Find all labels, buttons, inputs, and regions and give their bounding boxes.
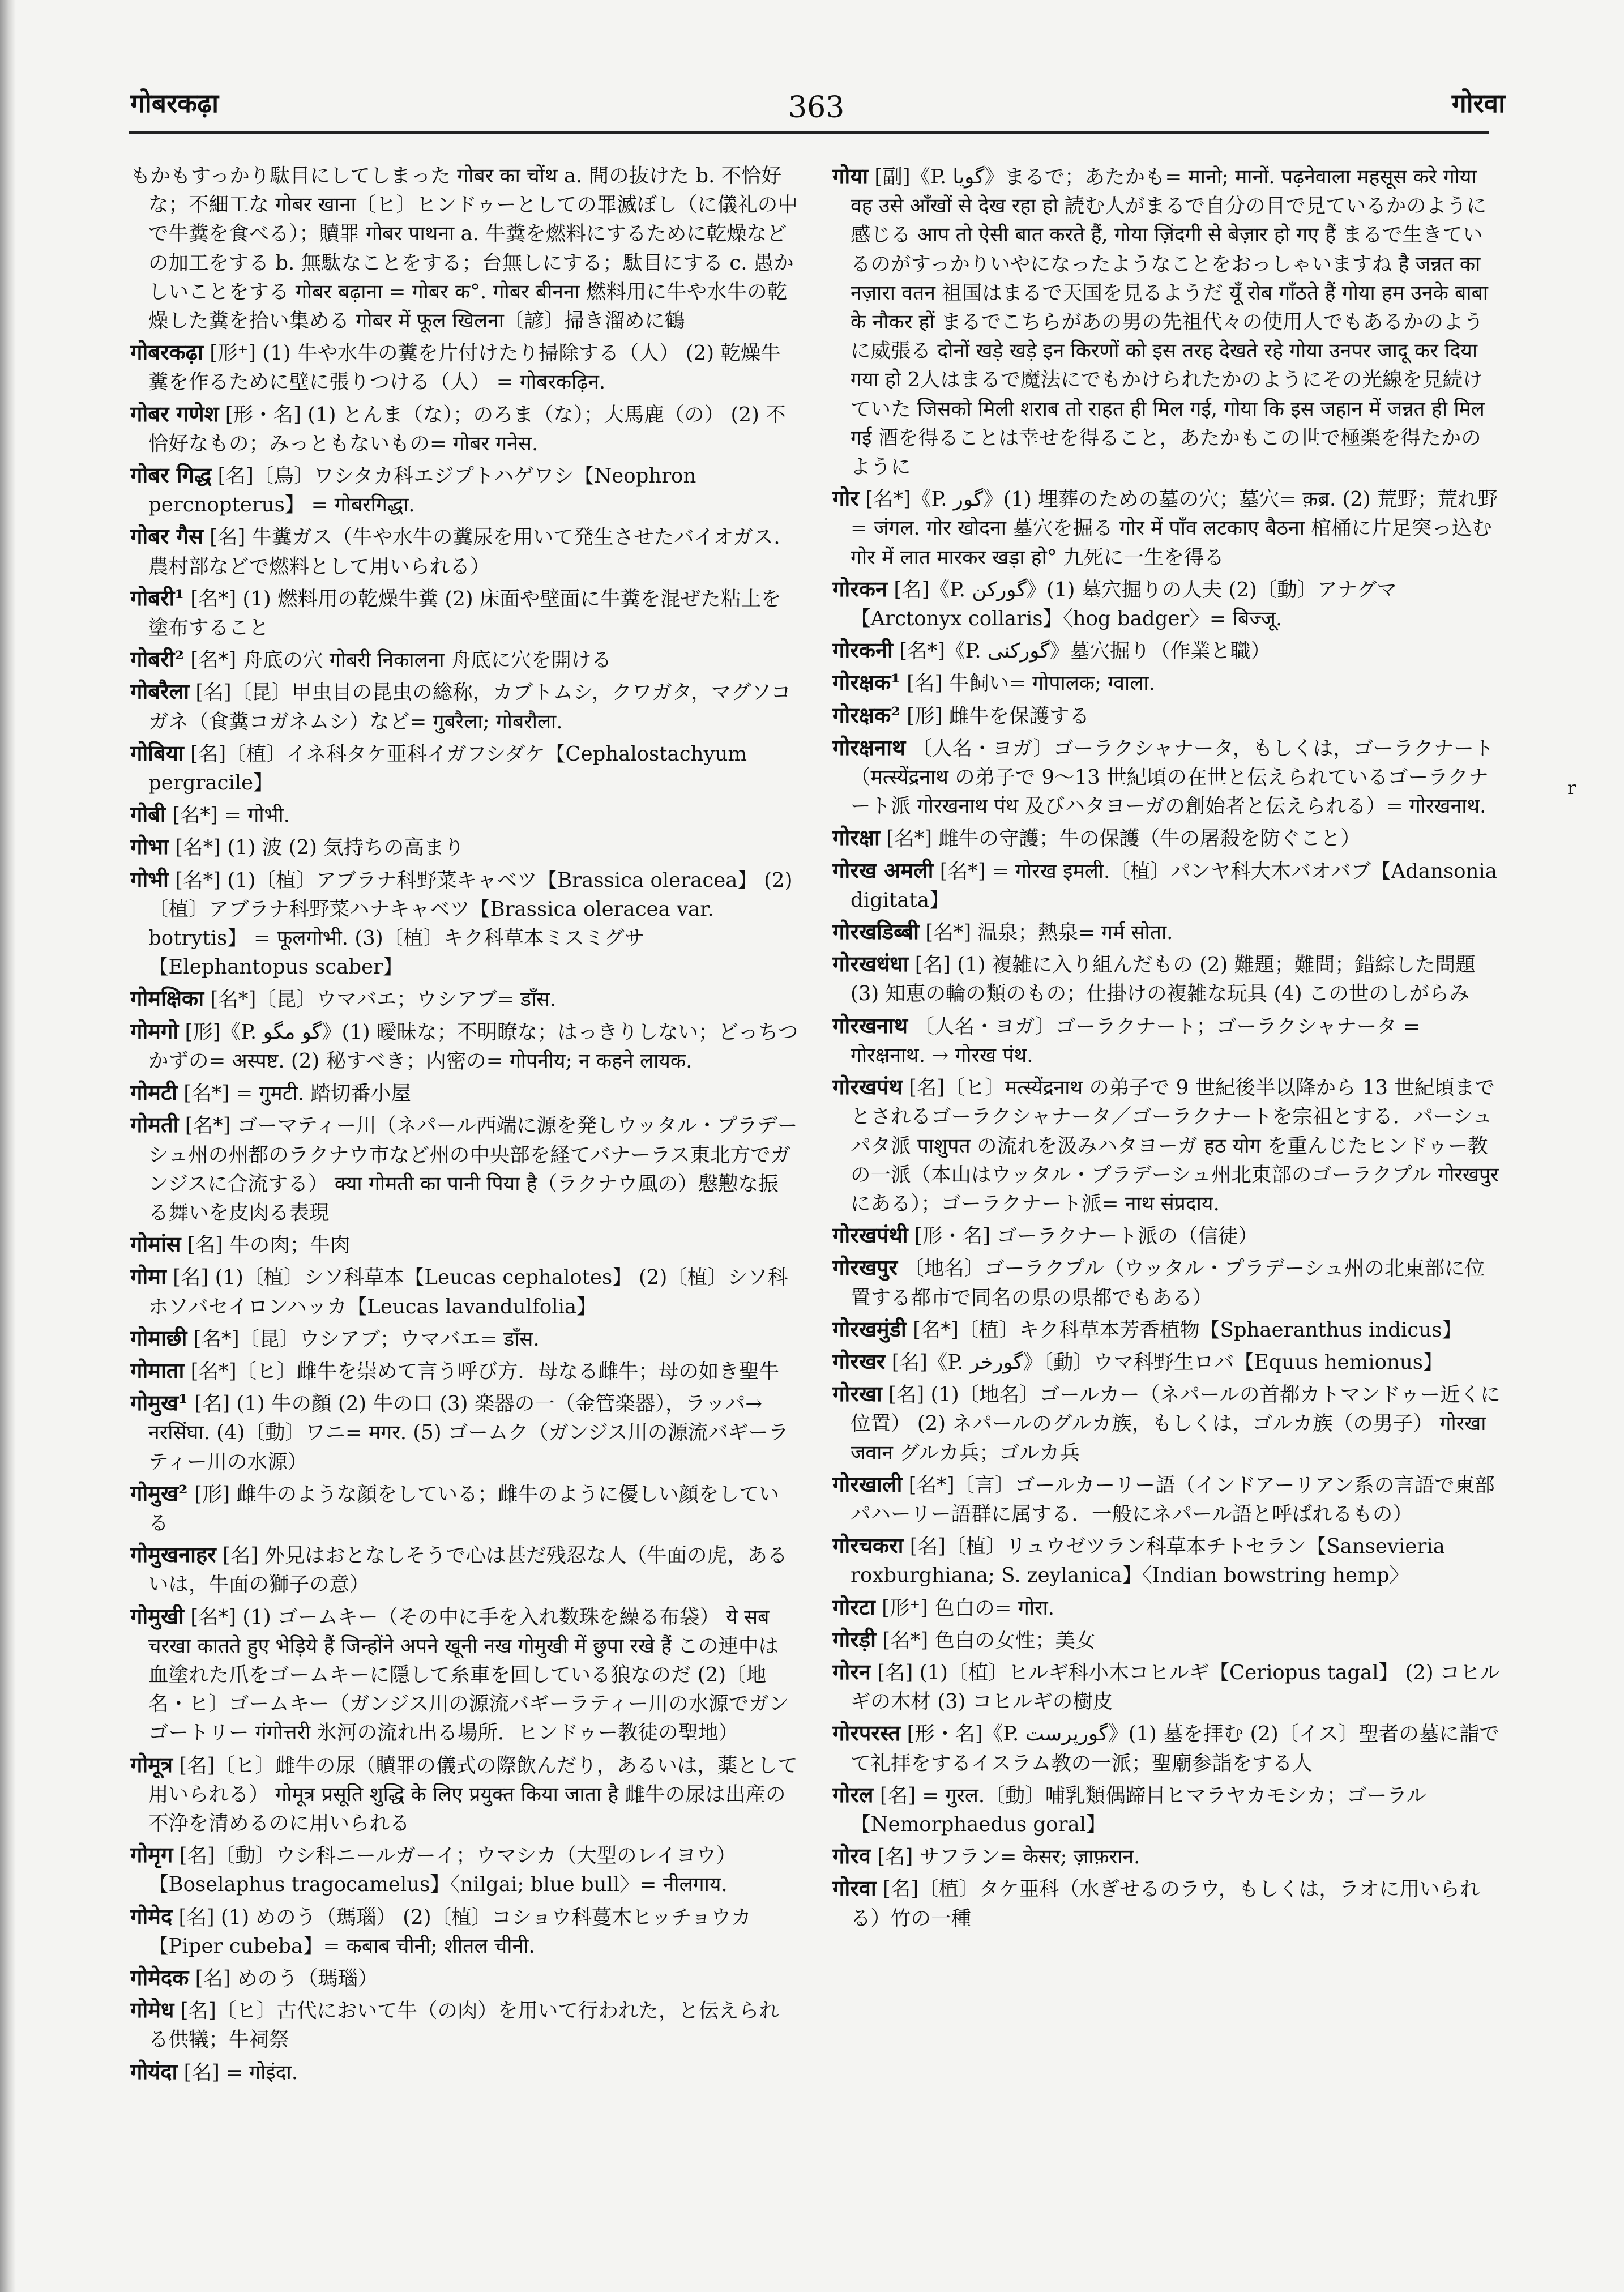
- dictionary-entry: [832, 733, 1501, 821]
- dictionary-entry: [832, 949, 1501, 1008]
- entry-headword: गोरक्षक¹: [832, 669, 900, 695]
- entry-headword: गोरड़ी: [832, 1626, 876, 1652]
- entry-headword: गोरचकरा: [832, 1533, 904, 1559]
- entry-definition: 〔地名〕ゴーラクプル（ウッタル・プラデーシュ州の北東部に位置する都市で同名の県の県都でもある）: [851, 1257, 1485, 1309]
- entry-headword: गोमेध: [130, 1997, 174, 2023]
- entry-headword: गोरकन: [832, 575, 888, 601]
- entry-definition: [名] (1) 牛の顔 (2) 牛の口 (3) 楽器の一（金管楽器），ラッパ→ नरसिंघा. (4)〔動〕ワニ= मगर. (5) ゴームク（ガンジス川の源流バギーラティー川の水源）: [148, 1392, 789, 1474]
- left-column: [130, 161, 798, 2089]
- entry-definition: [形・名]《P. گورپرست》(1) 墓を拝む (2)〔イス〕聖者の墓に詣でて礼拝をするイスラム教の一派；聖廟参詣をする人: [851, 1722, 1499, 1775]
- entry-definition: [形⁺] 色白の= गोरा.: [882, 1596, 1055, 1620]
- entry-definition: [形・名] ゴーラクナート派の（信徒）: [914, 1224, 1258, 1248]
- entry-definition: [名] (1)〔植〕ヒルギ科小木コヒルギ【Ceriopus tagal】 (2) コヒルギの木材 (3) コヒルギの樹皮: [851, 1661, 1501, 1714]
- dictionary-entry: [832, 1718, 1501, 1777]
- page-number: 363: [788, 91, 845, 125]
- entry-definition: [名*] 色白の女性；美女: [882, 1628, 1096, 1652]
- entry-definition: [名*] 温泉；熱泉= गर्म सोता.: [925, 921, 1173, 945]
- dictionary-entry: [130, 1750, 798, 1838]
- entry-definition: [名*]《P. گورکنی》墓穴掘り（作業と職）: [899, 639, 1271, 663]
- entry-definition: [形・名] (1) とんま（な）；のろま（な）；大馬鹿（の） (2) 不恰好なもの；みっともないもの= गोबर गनेस.: [148, 403, 786, 455]
- entry-headword: गोमाछी: [130, 1325, 187, 1351]
- dictionary-entry: [130, 161, 798, 335]
- dictionary-entry: [130, 1017, 798, 1075]
- dictionary-entry: [832, 856, 1501, 915]
- entry-definition: [名] = गोइंदा.: [183, 2060, 298, 2084]
- entry-definition: [名] めのう（瑪瑙）: [195, 1966, 378, 1990]
- dictionary-entry: [832, 1072, 1501, 1218]
- entry-headword: गोमेद: [130, 1903, 173, 1929]
- entry-headword: गोबर गैस: [130, 523, 203, 549]
- entry-headword: गोमूत्र: [130, 1751, 173, 1777]
- dictionary-entry: [832, 823, 1501, 853]
- dictionary-entry: [832, 1220, 1501, 1250]
- dictionary-entry: [832, 1873, 1501, 1932]
- dictionary-entry: [130, 1995, 798, 2054]
- entry-headword: गोर: [832, 485, 859, 511]
- dictionary-entry: [130, 1840, 798, 1899]
- entry-definition: [名] (1)〔植〕シソ科草本【Leucas cephalotes】 (2)〔植〕シソ科ホソバセイロンハッカ【Leucas lavandulfolia】: [148, 1266, 788, 1318]
- entry-definition: [名*]《P. گور》(1) 埋葬のための墓の穴；墓穴= क़ब्र. (2) 荒野；荒れ野= जंगल. गोर खोदना 墓穴を掘る गोर में पाँव लटकाए बैठना 棺桶に片足突っ込む गोर में लात मारकर खड़ा हो° 九死に一生を得る: [851, 488, 1498, 569]
- entry-headword: गोरन: [832, 1658, 871, 1684]
- dictionary-entry: [130, 1356, 798, 1386]
- entry-definition: [名*]〔昆〕ウシアブ；ウマバエ= डाँस.: [193, 1327, 540, 1351]
- entry-headword: गोरव: [832, 1843, 871, 1869]
- entry-headword: गोरल: [832, 1781, 874, 1807]
- entry-definition: [名]〔植〕タケ亜科（水ぎせるのラウ，もしくは，ラオに用いられる）竹の一種: [851, 1877, 1480, 1930]
- entry-definition: [形] 雌牛を保護する: [907, 704, 1090, 728]
- right-column: [832, 161, 1501, 1935]
- entry-definition: [名] 牛の肉；牛肉: [187, 1234, 351, 1257]
- entry-headword: गोबर गिद्ध: [130, 462, 212, 488]
- entry-definition: [名]〔植〕イネ科タケ亜科イガフシダケ【Cephalostachyum pergracile】: [148, 742, 747, 795]
- entry-definition: 〔人名・ヨガ〕ゴーラクナート；ゴーラクシャナータ = गोरक्षनाथ. → गोरख पंथ.: [851, 1014, 1420, 1067]
- dictionary-entry: [130, 800, 798, 830]
- entry-definition: [名*] (1) 燃料用の乾燥牛糞 (2) 床面や壁面に牛糞を混ぜた粘土を塗布すること: [148, 587, 781, 640]
- entry-definition: [名]〔ヒ〕मत्स्येंद्रनाथ の弟子で 9 世紀後半以降から 13 世紀頃までとされるゴーラクシャナータ／ゴーラクナートを宗祖とする．パーシュパタ派 पाशुपत の流れを汲みハタヨーガ हठ योग を重んじたヒンドゥー教の一派（本山はウッタル・プラデーシュ州北東部のゴーラクプル गोरखपुर にある）；ゴーラクナート派= नाथ संप्रदाय.: [851, 1076, 1499, 1215]
- dictionary-entry: [832, 574, 1501, 633]
- entry-definition: [名*] (1) ゴームキー（その中に手を入れ数珠を繰る布袋） ये सब चरखा कातते हुए भेड़िये हैं जिन्होंने अपने खूनी नख गोमुखी में छुपा रखे हैं この連中は血塗れた爪をゴームキーに隠して糸車を回している狼なのだ (2)〔地名・ヒ〕ゴームキー（ガンジス川の源流バギーラティー川の水源でガンゴートリー गंगोत्तरी 氷河の流れ出る場所．ヒンドゥー教徒の聖地）: [148, 1605, 789, 1745]
- dictionary-entry: [130, 1602, 798, 1748]
- entry-definition: [名] 牛糞ガス（牛や水牛の糞尿を用いて発生させたバイオガス．農村部などで燃料として用いられる）: [148, 526, 794, 578]
- dictionary-entry: [130, 1963, 798, 1993]
- dictionary-entry: [130, 984, 798, 1014]
- entry-definition: [名]《P. گورخر》〔動〕ウマ科野生ロバ【Equus hemionus】: [891, 1350, 1443, 1374]
- dictionary-entry: [130, 522, 798, 581]
- entry-definition: [名*]〔ヒ〕雌牛を崇めて言う呼び方．母なる雌牛；母の如き聖牛: [190, 1359, 780, 1383]
- entry-headword: गोरखपंथ: [832, 1074, 903, 1100]
- entry-headword: गोभी: [130, 866, 169, 892]
- entry-headword: गोमुखनाहर: [130, 1542, 216, 1568]
- dictionary-entry: [130, 832, 798, 862]
- dictionary-entry: [130, 1902, 798, 1961]
- entry-definition: [名]〔昆〕甲虫目の昆虫の総称，カブトムシ，クワガタ，マグソコガネ（食糞コガネムシ）など= गुबरैला; गोबरौला.: [148, 681, 791, 733]
- header-rule: [129, 131, 1489, 134]
- dictionary-entry: [130, 677, 798, 736]
- entry-headword: गोरखधंधा: [832, 951, 909, 977]
- entry-definition: [名*]〔言〕ゴールカーリー語（インドアーリアン系の言語で東部パハーリー語群に属する．一般にネパール語と呼ばれるもの）: [851, 1473, 1495, 1526]
- entry-headword: गोरक्षक²: [832, 702, 900, 728]
- dictionary-entry: [130, 583, 798, 642]
- entry-headword: गोरखपंथी: [832, 1222, 908, 1248]
- dictionary-entry: [832, 1470, 1501, 1529]
- margin-mark: r: [1567, 777, 1576, 799]
- entry-definition: [名] (1) 複雑に入り組んだもの (2) 難題；難問；錯綜した問題 (3) 知恵の輪の類のもの；仕掛けの複雑な玩具 (4) この世のしがらみ: [851, 953, 1476, 1006]
- dictionary-entry: [832, 635, 1501, 665]
- dictionary-entry: [130, 865, 798, 982]
- dictionary-entry: [832, 161, 1501, 481]
- entry-headword: गोरवा: [832, 1875, 877, 1901]
- entry-definition: [名]〔動〕ウシ科ニールガーイ；ウマシカ（大型のレイヨウ）【Boselaphus tragocamelus】〈nilgai; blue bull〉= नीलगाय.: [148, 1844, 737, 1897]
- entry-headword: गोमुख²: [130, 1480, 188, 1506]
- entry-headword: गोबरी²: [130, 646, 184, 672]
- entry-definition: [名]〔植〕リュウゼツラン科草本チトセラン【Sansevieria roxburghiana; S. zeylanica】〈Indian bowstring hemp〉: [851, 1535, 1445, 1587]
- dictionary-entry: [130, 1110, 798, 1227]
- entry-headword: गोरपरस्त: [832, 1720, 901, 1746]
- entry-definition: 〔人名・ヨガ〕ゴーラクシャナータ，もしくは，ゴーラクナート（मत्स्येंद्रनाथ の弟子で 9～13 世紀頃の在世と伝えられているゴーラクナート派 गोरखनाथ पंथ 及びハタヨーガの創始者と伝えられる）= गोरखनाथ.: [851, 736, 1494, 818]
- running-head-left: गोबरकढ़ा: [130, 88, 219, 118]
- entry-headword: गोरखर: [832, 1348, 886, 1374]
- entry-headword: गोरखपुर: [832, 1254, 898, 1281]
- dictionary-entry: [832, 1011, 1501, 1070]
- entry-headword: गोरख अमली: [832, 857, 934, 883]
- entry-headword: गोया: [832, 163, 869, 189]
- entry-definition: [名*] = गोभी.: [172, 804, 290, 827]
- dictionary-entry: [832, 1780, 1501, 1839]
- entry-definition: [名] 外見はおとなしそうで心は甚だ残忍な人（牛面の虎，あるいは，牛面の獅子の意）: [148, 1544, 788, 1597]
- entry-definition: [名]〔鳥〕ワシタカ科エジプトハゲワシ【Neophron percnopterus】 = गोबरगिद्धा.: [148, 464, 696, 517]
- dictionary-entry: [832, 484, 1501, 572]
- entry-headword: गोमक्षिका: [130, 985, 204, 1011]
- entry-definition: [名*] (1) 波 (2) 気持ちの高まり: [175, 836, 464, 860]
- entry-definition: [名*]〔昆〕ウマバエ；ウシアブ= डाँस.: [210, 988, 557, 1011]
- entry-headword: गोबरकढ़ा: [130, 339, 203, 365]
- entry-headword: गोरखाली: [832, 1471, 903, 1497]
- dictionary-entry: [130, 460, 798, 519]
- dictionary-entry: [130, 1230, 798, 1260]
- dictionary-entry: [832, 1593, 1501, 1623]
- entry-definition: [名*] 舟底の穴 गोबरी निकालना 舟底に穴を開ける: [190, 648, 612, 672]
- entry-headword: गोयंदा: [130, 2058, 178, 2084]
- entry-headword: गोरखा: [832, 1381, 882, 1407]
- entry-definition: [名] (1) めのう（瑪瑙） (2)〔植〕コショウ科蔓木ヒッチョウカ【Piper cubeba】= कबाब चीनी; शीतल चीनी.: [148, 1905, 751, 1958]
- entry-definition: [名*] (1)〔植〕アブラナ科野菜キャベツ【Brassica oleracea】 (2)〔植〕アブラナ科野菜ハナキャベツ【Brassica oleracea var. botrytis】 = फूलगोभी. (3)〔植〕キク科草本ミスミグサ【Elephantopus scaber】: [148, 868, 793, 979]
- dictionary-entry: [832, 917, 1501, 947]
- entry-definition: もかもすっかり駄目にしてしまった गोबर का चोंथ a. 間の抜けた b. 不恰好な；不細工な गोबर खाना〔ヒ〕ヒンドゥーとしての罪滅ぼし（に儀礼の中で牛糞を食べる）；贖罪 गोबर पाथना a. 牛糞を燃料にするために乾燥などの加工をする b. 無駄なことをする；台無しにする；駄目にする c. 愚かしいことをする गोबर बढ़ाना = गोबर क°. गोबर बीनना 燃料用に牛や水牛の乾燥した糞を拾い集める गोबर में फूल खिलना〔諺〕掃き溜めに鶴: [130, 164, 798, 333]
- entry-headword: गोमगो: [130, 1018, 179, 1044]
- entry-definition: [名]《P. گورکن》(1) 墓穴掘りの人夫 (2)〔動〕アナグマ【Arctonyx collaris】〈hog badger〉= बिज्जू.: [851, 578, 1397, 631]
- entry-definition: [名*]〔植〕キク科草本芳香植物【Sphaeranthus indicus】: [913, 1318, 1462, 1342]
- dictionary-entry: [130, 1388, 798, 1476]
- entry-headword: गोमा: [130, 1264, 166, 1290]
- dictionary-entry: [832, 1625, 1501, 1655]
- dictionary-entry: [130, 1078, 798, 1108]
- entry-headword: गोरक्षा: [832, 825, 880, 851]
- dictionary-entry: [832, 1253, 1501, 1312]
- dictionary-entry: [130, 645, 798, 675]
- dictionary-entry: [130, 1540, 798, 1599]
- dictionary-entry: [832, 1379, 1501, 1467]
- entry-headword: गोरटा: [832, 1594, 875, 1620]
- entry-headword: गोबरी¹: [130, 584, 184, 611]
- entry-headword: गोबर गणेश: [130, 400, 219, 426]
- dictionary-entry: [130, 739, 798, 797]
- entry-definition: [名]〔ヒ〕雌牛の尿（贖罪の儀式の際飲んだり，あるいは，薬として用いられる） गोमूत्र प्रसूति शुद्धि के लिए प्रयुक्त किया जाता है 雌牛の尿は出産の不浄を清めるのに用いられる: [148, 1753, 798, 1835]
- dictionary-entry: [130, 2057, 798, 2087]
- dictionary-entry: [130, 399, 798, 458]
- entry-definition: [名*] = गुमटी. 踏切番小屋: [183, 1082, 411, 1106]
- running-head-right: गोरवा: [1451, 88, 1505, 118]
- entry-headword: गोमृग: [130, 1842, 173, 1868]
- entry-headword: गोरखडिब्बी: [832, 919, 919, 945]
- dictionary-entry: [130, 1479, 798, 1538]
- entry-definition: [名] (1)〔地名〕ゴールカー（ネパールの首都カトマンドゥー近くに位置） (2) ネパールのグルカ族，もしくは，ゴルカ族（の男子） गोरखा जवान グルカ兵；ゴルカ兵: [851, 1383, 1501, 1465]
- entry-definition: [形] 雌牛のような顔をしている；雌牛のように優しい顔をしている: [148, 1482, 779, 1535]
- entry-definition: [形⁺] (1) 牛や水牛の糞を片付けたり掃除する（人） (2) 乾燥牛糞を作るために壁に張りつける（人） = गोबरकढ़िन.: [148, 342, 781, 394]
- entry-definition: [名*] 雌牛の守護；牛の保護（牛の屠殺を防ぐこと）: [886, 827, 1361, 851]
- dictionary-entry: [832, 701, 1501, 731]
- entry-headword: गोमती: [130, 1112, 179, 1138]
- dictionary-entry: [130, 1324, 798, 1354]
- entry-headword: गोमटी: [130, 1079, 177, 1106]
- dictionary-entry: [832, 1657, 1501, 1716]
- entry-headword: गोबिया: [130, 740, 184, 766]
- entry-headword: गोरक्षनाथ: [832, 734, 906, 760]
- dictionary-entry: [130, 1262, 798, 1321]
- entry-headword: गोरकनी: [832, 637, 893, 663]
- entry-definition: [名] = गुरल.〔動〕哺乳類偶蹄目ヒマラヤカモシカ；ゴーラル【Nemorphaedus goral】: [851, 1783, 1427, 1836]
- dictionary-entry: [832, 668, 1501, 698]
- dictionary-entry: [832, 1314, 1501, 1345]
- entry-definition: [名]〔ヒ〕古代において牛（の肉）を用いて行われた，と伝えられる供犠；牛祠祭: [148, 1999, 779, 2052]
- entry-definition: [名*] ゴーマティー川（ネパール西端に源を発しウッタル・プラデーシュ州の州都のラクナウ市など州の中央部を経てバナーラス東北方でガンジスに合流する） क्या गोमती का पानी पिया है（ラクナウ風の）慇懃な振る舞いを皮肉る表現: [148, 1114, 798, 1224]
- entry-headword: गोबी: [130, 801, 166, 827]
- entry-headword: गोभा: [130, 834, 169, 860]
- dictionary-entry: [130, 338, 798, 396]
- page-edge-shadow: [0, 0, 16, 2292]
- entry-headword: गोरखनाथ: [832, 1012, 908, 1038]
- entry-definition: [形]《P. گو مگو》(1) 曖昧な；不明瞭な；はっきりしない；どっちつかずの= अस्पष्ट. (2) 秘すべき；内密の= गोपनीय; न कहने लायक.: [148, 1020, 798, 1073]
- dictionary-entry: [832, 1841, 1501, 1871]
- entry-headword: गोमांस: [130, 1231, 181, 1257]
- entry-headword: गोमुखी: [130, 1603, 184, 1629]
- entry-headword: गोबरैला: [130, 678, 190, 705]
- entry-definition: [名] 牛飼い= गोपालक; ग्वाला.: [907, 672, 1155, 695]
- entry-definition: [名] サフラン= केसर; ज़ाफ़रान.: [877, 1845, 1140, 1869]
- dictionary-entry: [832, 1531, 1501, 1590]
- entry-headword: गोमुख¹: [130, 1390, 188, 1416]
- dictionary-entry: [832, 1347, 1501, 1377]
- entry-headword: गोमाता: [130, 1357, 185, 1383]
- entry-headword: गोमेदक: [130, 1964, 189, 1990]
- entry-headword: गोरखमुंडी: [832, 1316, 907, 1342]
- entry-definition: [名*] = गोरख इमली.〔植〕パンヤ科大木バオバブ【Adansonia digitata】: [851, 859, 1497, 912]
- entry-definition: [副]《P. گویا》まるで；あたかも= मानो; मानों. पढ़नेवाला महसूस करे गोया वह उसे आँखों से देख रहा हो 読む人がまるで自分の目で見ているかのように感じる आप तो ऐसी बात करते हैं, गोया ज़िंदगी से बेज़ार हो गए हैं まるで生きているのがすっかりいやになったようなことをおっしゃいますね है जन्नत का नज़ारा वतन 祖国はまるで天国を見るようだ यूँ रोब गाँठते हैं गोया हम उनके बाबा के नौकर हों まるでこちらがあの男の先祖代々の使用人でもあるかのように威張る दोनों खड़े खड़े इन किरणों को इस तरह देखते रहे गोया उनपर जादू कर दिया गया हो 2人はまるで魔法にでもかけられたかのようにその光線を見続けていた जिसको मिली शराब तो राहत ही मिल गई, गोया कि इस जहान में जन्नत ही मिल गई 酒を得ることは幸せを得ること，あたかもこの世で極楽を得たかのように: [851, 165, 1488, 479]
